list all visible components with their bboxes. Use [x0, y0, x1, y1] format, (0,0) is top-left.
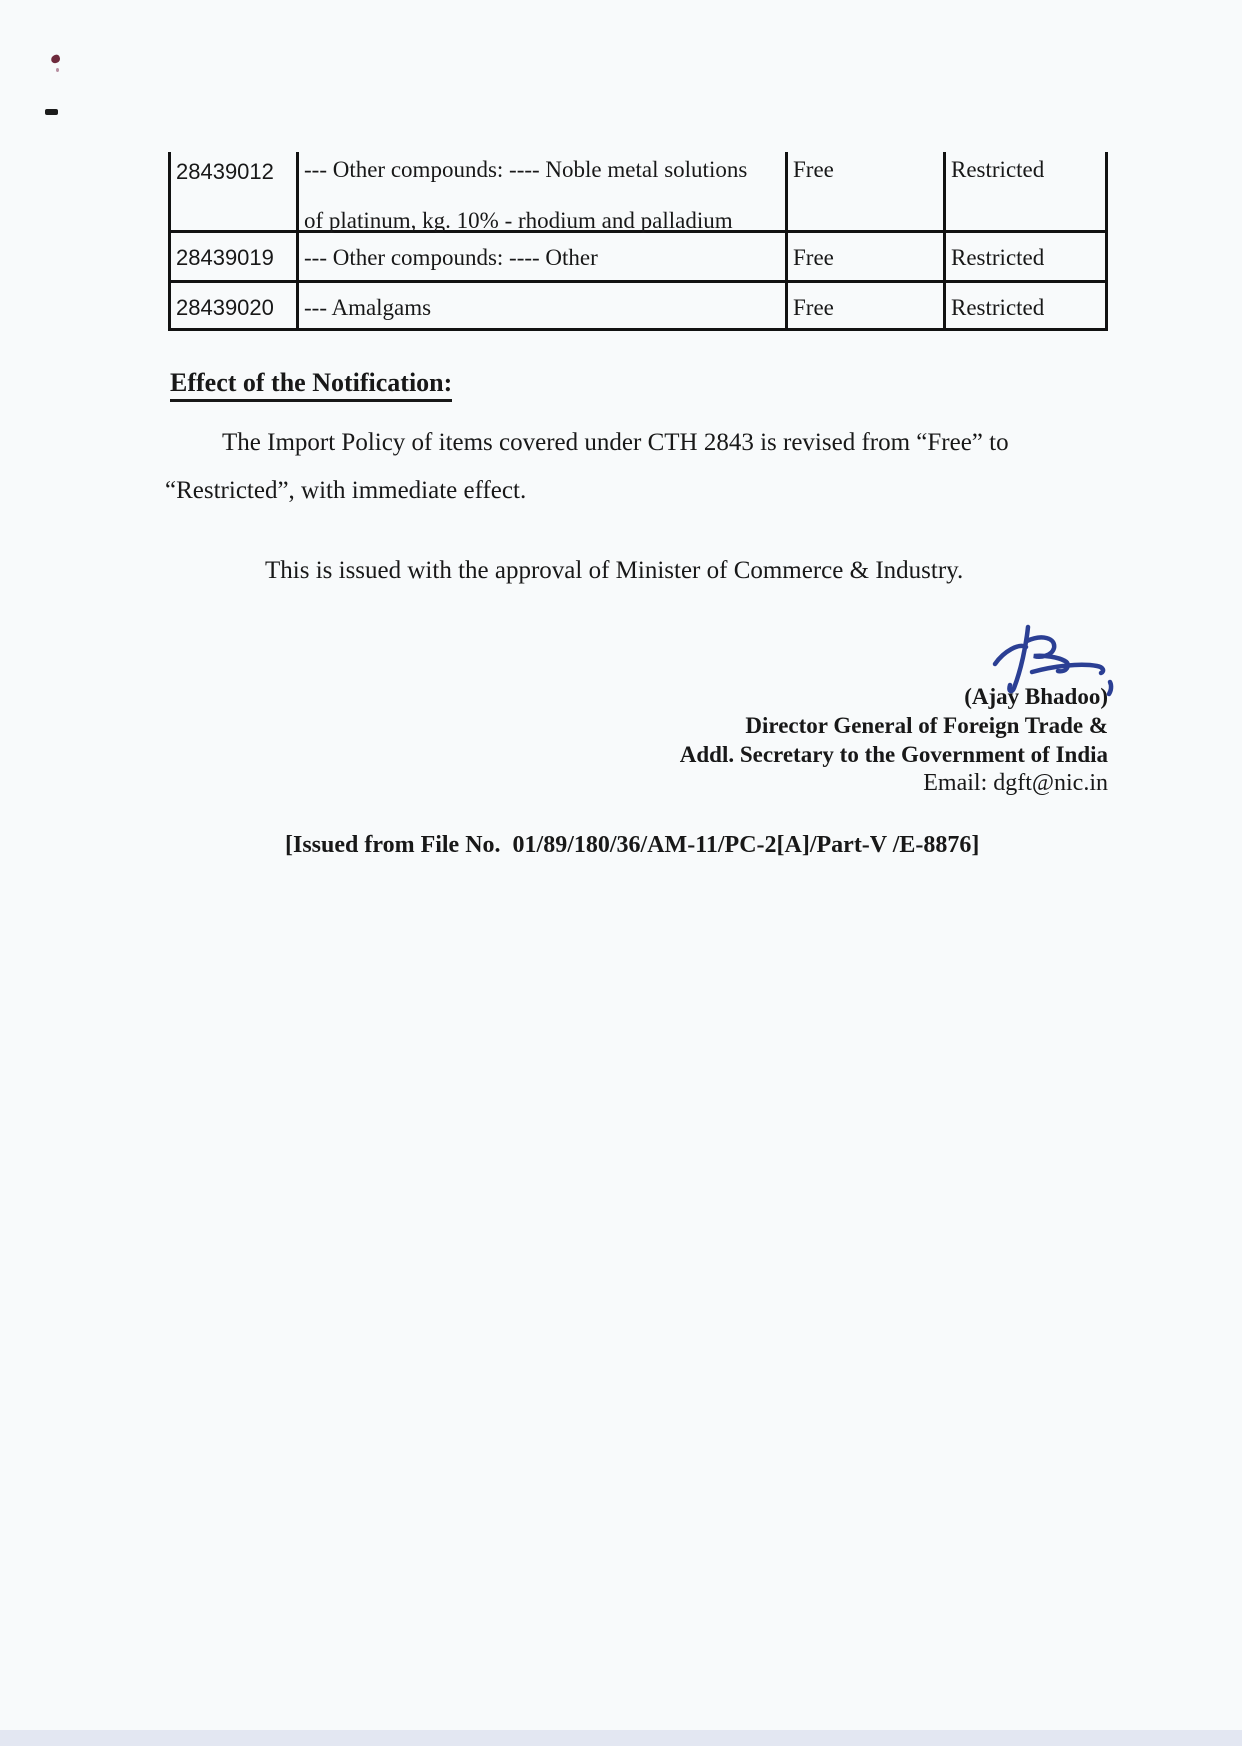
- approval-statement: This is issued with the approval of Minister of Commerce & Industry.: [265, 557, 964, 584]
- scan-artifact-dash: [45, 109, 58, 115]
- signatory-title-line-1: Director General of Foreign Trade &: [745, 713, 1108, 738]
- table-cell-code: 28439019: [168, 233, 296, 283]
- table-cell-revised-policy: Restricted: [943, 152, 1108, 233]
- signatory-title-line-2: Addl. Secretary to the Government of India: [679, 742, 1108, 767]
- scan-artifact-red-mark: [50, 54, 61, 65]
- tariff-policy-table: [168, 152, 1108, 331]
- effect-paragraph-line-1: The Import Policy of items covered under CTH 2843 is revised from “Free” to: [222, 429, 1009, 456]
- table-cell-revised-policy: Restricted: [943, 233, 1108, 283]
- table-cell-description: --- Other compounds: ---- Other: [296, 233, 785, 283]
- table-cell-code: 28439020: [168, 283, 296, 331]
- scan-artifact-dot: [56, 68, 59, 72]
- issued-file-number: [Issued from File No. 01/89/180/36/AM-11/PC-2[A]/Part-V /E-8876]: [285, 832, 980, 858]
- table-cell-description: --- Amalgams: [296, 283, 785, 331]
- table-cell-import-policy: Free: [785, 152, 943, 233]
- table-cell-revised-policy: Restricted: [943, 283, 1108, 331]
- description-line-2: of platinum, kg. 10% - rhodium and palladium: [304, 208, 733, 233]
- signatory-name: (Ajay Bhadoo): [964, 684, 1108, 709]
- table-cell-description: [296, 152, 785, 233]
- signatory-email: Email: dgft@nic.in: [923, 770, 1108, 796]
- table-cell-import-policy: Free: [785, 283, 943, 331]
- signatory-block: [680, 682, 1108, 798]
- description-line-1: --- Other compounds: ---- Noble metal solutions: [304, 157, 748, 182]
- scan-edge-band: [0, 1730, 1242, 1746]
- table-cell-code: 28439012: [168, 152, 296, 233]
- table-cell-import-policy: Free: [785, 233, 943, 283]
- effect-of-notification-heading: Effect of the Notification:: [170, 368, 452, 402]
- effect-paragraph-line-2: “Restricted”, with immediate effect.: [165, 477, 527, 504]
